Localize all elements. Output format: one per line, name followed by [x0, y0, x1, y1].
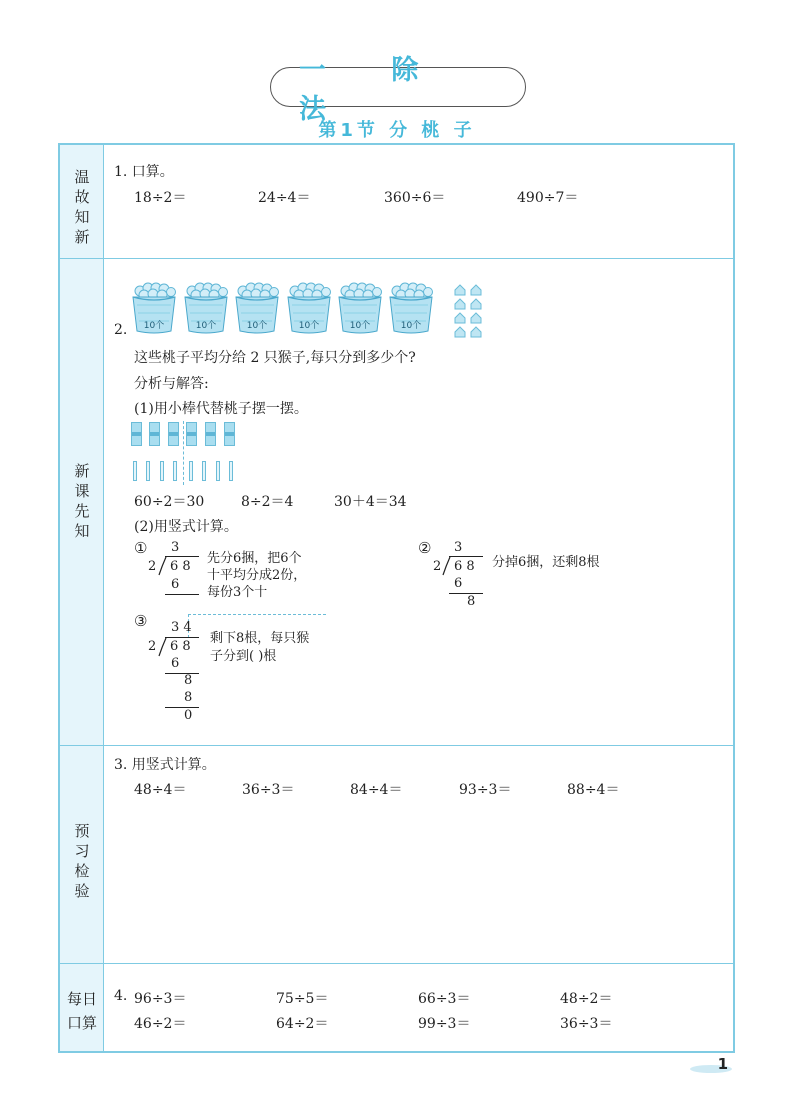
preview-item: 48÷4＝: [134, 782, 187, 798]
equation: 8÷2＝4: [241, 494, 294, 510]
stick-icon: [189, 461, 193, 481]
stick-bundle-icon: [149, 422, 160, 446]
basket-label: 10个: [246, 321, 268, 331]
chapter-title: 一 除 法: [299, 55, 447, 125]
divider: [60, 258, 733, 259]
question-4-number: 4.: [114, 988, 128, 1004]
preview-item: 88÷4＝: [567, 782, 620, 798]
division-bracket: [442, 556, 452, 580]
calc-2-dividend: 6 8: [454, 559, 475, 574]
stick-bundle-icon: [186, 422, 197, 446]
daily-item: 36÷3＝: [560, 1016, 613, 1032]
question-1-heading: 1. 口算。: [114, 164, 174, 180]
stick-bundle-icon: [205, 422, 216, 446]
daily-item: 75÷5＝: [276, 991, 329, 1007]
section-label-new-lesson: 新 课 先 知: [74, 462, 90, 540]
sidebar: [60, 145, 104, 1051]
preview-item: 84÷4＝: [350, 782, 403, 798]
analysis-heading: 分析与解答:: [134, 376, 209, 392]
step-2-text: (2)用竖式计算。: [134, 519, 238, 535]
calc-1-quotient: 3: [171, 540, 180, 555]
question-2-text: 这些桃子平均分给 2 只猴子,每只分到多少个?: [134, 350, 416, 366]
stick-icon: [216, 461, 220, 481]
calc-1-divisor: 2: [148, 559, 157, 574]
equation: 60÷2＝30: [134, 494, 205, 510]
basket-icon: [131, 281, 175, 331]
daily-item: 96÷3＝: [134, 991, 187, 1007]
stick-icon: [160, 461, 164, 481]
calc-3-remainder-1: 8: [184, 673, 193, 688]
daily-item: 99÷3＝: [418, 1016, 471, 1032]
daily-item: 64÷2＝: [276, 1016, 329, 1032]
basket-icon: [183, 281, 227, 331]
division-bar: [449, 556, 483, 557]
review-item: 490÷7＝: [517, 190, 579, 206]
subtraction-line: [165, 594, 199, 595]
subtraction-line: [449, 593, 483, 594]
worksheet-frame: [58, 143, 735, 1053]
basket-label: 10个: [195, 321, 217, 331]
loose-peaches: [470, 284, 482, 342]
division-bracket: [158, 637, 168, 661]
stick-bundle-icon: [131, 422, 142, 446]
basket-icon: [286, 281, 330, 331]
review-item: 360÷6＝: [384, 190, 446, 206]
calc-2-product: 6: [454, 576, 463, 591]
calc-3-dividend: 6 8: [170, 639, 191, 654]
calc-1-note: 先分6捆，把6个 十平均分成2份， 每份3个十: [207, 551, 307, 600]
calc-3-remainder-2: 0: [184, 708, 193, 723]
division-bar: [165, 637, 199, 638]
calc-2-quotient: 3: [454, 540, 463, 555]
review-item: 18÷2＝: [134, 190, 187, 206]
calc-3-note: 剩下8根，每只猴 子分到( )根: [210, 631, 310, 664]
peach-stack-icon: [454, 284, 466, 338]
calc-2-divisor: 2: [433, 559, 442, 574]
review-item: 24÷4＝: [258, 190, 311, 206]
divider: [60, 745, 733, 746]
subtraction-line: [165, 673, 199, 674]
basket-icon: [388, 281, 432, 331]
daily-item: 48÷2＝: [560, 991, 613, 1007]
basket-icon: [337, 281, 381, 331]
preview-item: 36÷3＝: [242, 782, 295, 798]
division-bracket: [158, 556, 168, 580]
step-1-text: (1)用小棒代替桃子摆一摆。: [134, 401, 308, 417]
section-subtitle: 第1节 分 桃 子: [318, 120, 476, 141]
calc-1-product: 6: [171, 577, 180, 592]
section-label-daily: 每日 口算: [66, 990, 97, 1032]
basket-label: 10个: [349, 321, 371, 331]
subtraction-line: [165, 707, 199, 708]
section-label-preview: 预 习 检 验: [74, 822, 90, 900]
calc-1-marker: ①: [134, 539, 148, 557]
basket-label: 10个: [400, 321, 422, 331]
preview-item: 93÷3＝: [459, 782, 512, 798]
section-label-review: 温 故 知 新: [74, 168, 90, 246]
loose-peaches: [454, 284, 466, 342]
daily-item: 66÷3＝: [418, 991, 471, 1007]
peach-stack-icon: [470, 284, 482, 338]
divider: [60, 963, 733, 964]
question-3-heading: 3. 用竖式计算。: [114, 757, 216, 773]
calc-3-divisor: 2: [148, 639, 157, 654]
calc-3-marker: ③: [134, 612, 148, 630]
calc-3-product-2: 8: [184, 690, 193, 705]
daily-item: 46÷2＝: [134, 1016, 187, 1032]
stick-icon: [202, 461, 206, 481]
split-divider: [183, 421, 184, 485]
calc-3-quotient: 3 4: [171, 620, 192, 635]
stick-icon: [173, 461, 177, 481]
stick-icon: [133, 461, 137, 481]
calc-2-remainder: 8: [467, 594, 476, 609]
equation: 30＋4＝34: [334, 494, 407, 510]
basket-label: 10个: [298, 321, 320, 331]
calc-2-note: 分掉6捆，还剩8根: [492, 555, 600, 570]
page-number: 1: [717, 1055, 728, 1073]
stick-bundle-icon: [224, 422, 235, 446]
division-bar: [165, 556, 199, 557]
question-2-number: 2.: [114, 322, 128, 338]
calc-3-product-1: 6: [171, 656, 180, 671]
basket-label: 10个: [143, 321, 165, 331]
calc-2-marker: ②: [418, 539, 432, 557]
stick-bundle-icon: [168, 422, 179, 446]
stick-icon: [146, 461, 150, 481]
hint-box-top: [188, 614, 326, 615]
stick-icon: [229, 461, 233, 481]
chapter-title-box: [270, 55, 526, 125]
basket-icon: [234, 281, 278, 331]
calc-1-dividend: 6 8: [170, 559, 191, 574]
